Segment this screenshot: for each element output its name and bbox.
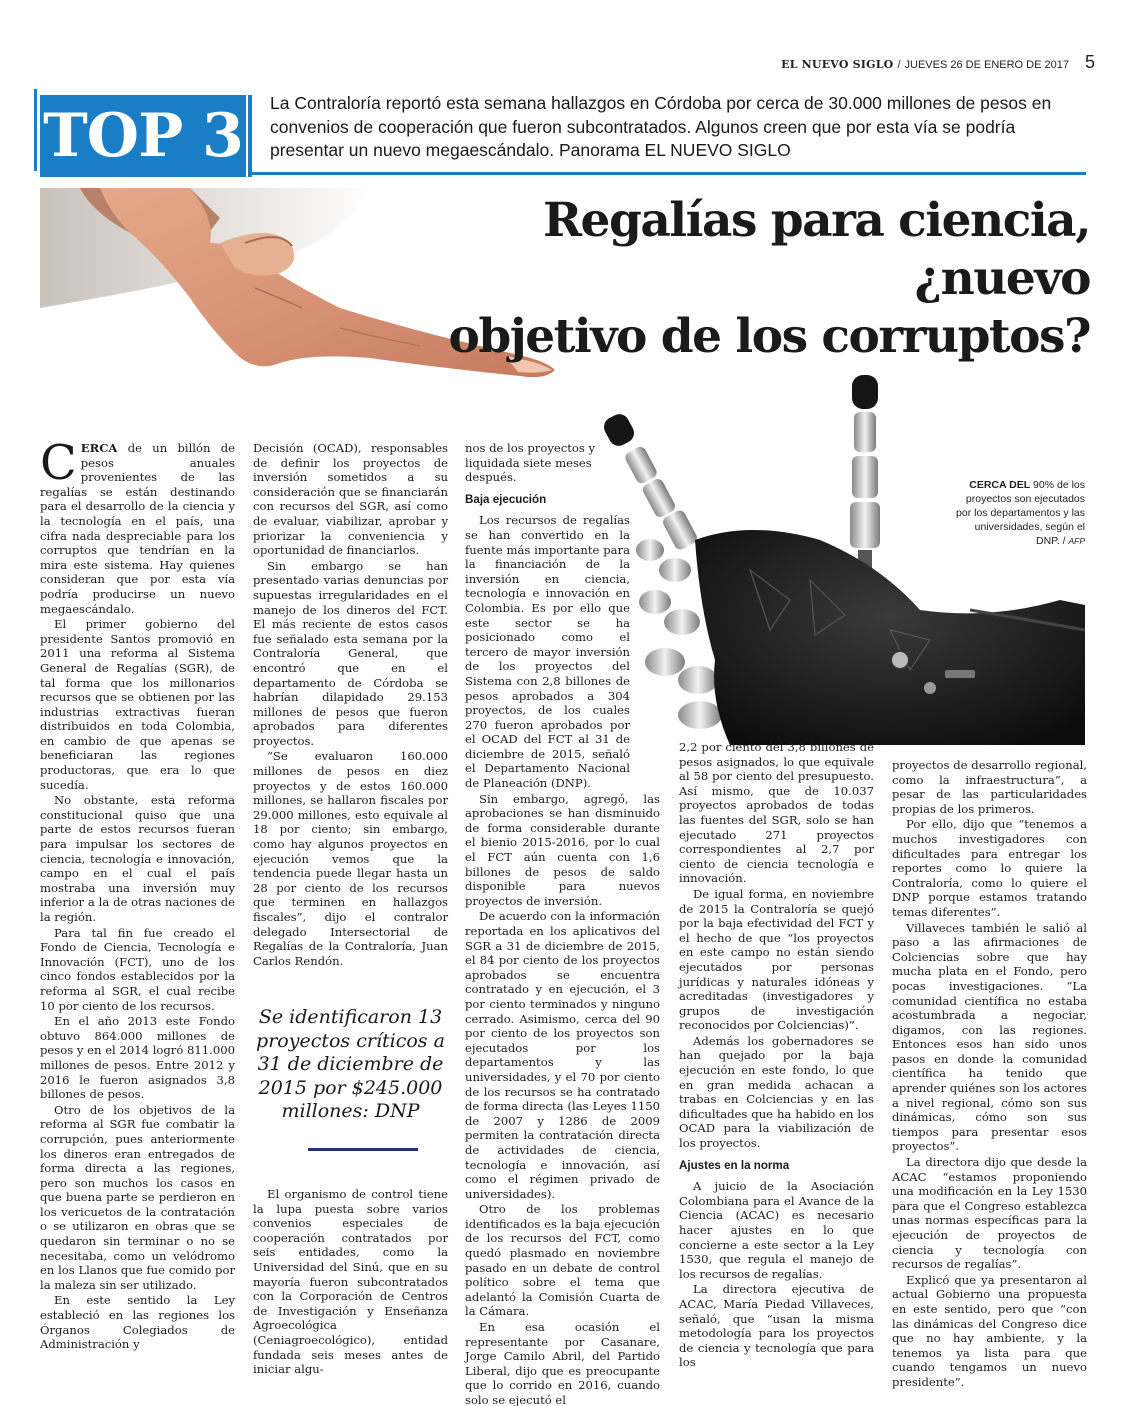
- article-paragraph: La directora dijo que desde la ACAC “estamos proponiendo una modificación en la Ley 1530 para que el Congreso establezca unas normas específicas para la ejecución de proyectos de ciencia y tecnología con recursos de regalías”.: [892, 1155, 1087, 1272]
- article-paragraph: A juicio de la Asociación Colombiana para el Avance de la Ciencia (ACAC) es necesario hacer ajustes en lo que concierne a este sector a la Ley 1530, que regula el manejo de los recursos de regalías.: [679, 1179, 874, 1281]
- masthead-paper-name: EL NUEVO SIGLO: [781, 58, 894, 71]
- article-paragraph: En esa ocasión el representante por Casanare, Jorge Camilo Abril, del Partido Liberal, dijo que es preocupante que lo corrido en 2016, cuando solo se ejecutó el: [465, 1320, 660, 1406]
- article-column-3: [465, 441, 660, 1406]
- article-paragraph: CERCA de un billón de pesos anuales provenientes de las regalías se están destinando para el desarrollo de la ciencia y la tecnología en el país, una cifra nada despreciable para los corruptos que tendrían en la mira este sistema. Hay quienes consideran que por esta vía podría producirse un nuevo megaescándalo.: [40, 435, 235, 616]
- robot-middle-finger: [850, 375, 880, 576]
- article-paragraph: Otro de los objetivos de la reforma al SGR fue combatir la corrupción, pues anteriormente los dineros eran entregados de forma directa a las regiones, pero son muchos los casos en que buena parte se perdieron en los vericuetos de la contratación o se utilizaron en obras que se quedaron sin terminar o no se necesitaba, como un velódromo en los Llanos que fue comido por la maleza sin ser utilizado.: [40, 1102, 235, 1292]
- article-paragraph: No obstante, esta reforma constitucional quiso que una parte de estos recursos fueran para impulsar los sectores de ciencia, tecnología e innovación, campo en el cual el país mostraba una inversión muy inferior a la de otras naciones de la región.: [40, 793, 235, 924]
- article-column-1: [40, 435, 235, 1353]
- article-column-5: [892, 758, 1087, 1391]
- article-paragraph: En este sentido la Ley estableció en las regiones los Órganos Colegiados de Administración y: [40, 1293, 235, 1352]
- masthead-separator: /: [897, 59, 901, 71]
- article-paragraph: Por ello, dijo que “tenemos a muchos investigadores con dificultades para entregar los reportes como lo quiere la Contraloría, como lo quiere el DNP porque estamos tratando temas diferentes”.: [892, 817, 1087, 919]
- drop-cap: C: [40, 435, 77, 491]
- article-paragraph: El organismo de control tiene la lupa puesta sobre varios convenios especiales de cooperación contratados por seis entidades, como la Universidad del Sinú, que en su mayoría fueron subcontratados con la Corporación de Centros de Investigación y Enseñanza Agroecológica (Ceniagroecológico), entidad fundada seis meses antes de iniciar algu-: [253, 1187, 448, 1377]
- photo-caption: [950, 478, 1085, 548]
- article-paragraph: Sin embargo, agregó, las aprobaciones se han disminuido de forma considerable durante el bienio 2015-2016, por lo cual el FCT aún cuenta con 1,6 billones de pesos de saldo disponible para nuevos proyectos de inversión.: [465, 791, 660, 908]
- article-paragraph: “Se evaluaron 160.000 millones de pesos en diez proyectos y de estos 160.000 millones, se hallaron fiscales por 29.000 millones, esto equivale al 18 por ciento; sin embargo, como hay algunos proyectos en ejecución vemos que la tendencia puede llegar hasta un 28 por ciento de los recursos que terminen en hallazgos fiscales”, dijo el contralor delegado Intersectorial de Regalías de la Contraloría, Juan Carlos Rendón.: [253, 749, 448, 968]
- intro-left-rule: [248, 95, 252, 177]
- subheading-baja-ejecucion: Baja ejecución: [465, 492, 547, 506]
- headline-line-2: objetivo de los corruptos?: [448, 309, 1090, 364]
- article-paragraph: De igual forma, en noviembre de 2015 la Contraloría se quejó por la baja efectividad del FCT y el hecho de que “los proyectos en este campo no están siendo ejecutados por personas jurídicas y naturales idóneas y acreditadas (investigadores y grupos de investigación reconocidos por Colciencias)”.: [679, 886, 874, 1033]
- article-paragraph: El primer gobierno del presidente Santos promovió en 2011 una reforma al Sistema General de Regalías (SGR), de tal forma que los millonarios recursos que se obtienen por las industrias extractivas fueran distribuidos en toda Colombia, en cambio de que apenas se beneficiaran las regiones productoras, que era lo que sucedía.: [40, 617, 235, 792]
- subheading-ajustes-norma: Ajustes en la norma: [679, 1158, 790, 1172]
- article-paragraph: Explicó que ya presentaron al actual Gobierno una propuesta en este sentido, pero que “con las dinámicas del Congreso dice que no hay ambiente, y la tenemos ya lista para que cuando tengamos un nuevo presidente”.: [892, 1272, 1087, 1389]
- masthead-date: JUEVES 26 DE ENERO DE 2017: [904, 59, 1069, 71]
- caption-text: 90% de los proyectos son ejecutados por los departamentos y las universidades, según el DNP. /: [956, 479, 1085, 547]
- article-paragraph: La directora ejecutiva de ACAC, María Piedad Villaveces, señaló, que “usan la misma metodología para los proyectos de ciencia y tecnología que para los: [679, 1282, 874, 1370]
- pull-quote: Se identificaron 13 proyectos críticos a 31 de diciembre de 2015 por $245.000 millones: DNP: [256, 1006, 445, 1122]
- intro-bottom-rule: [248, 172, 1086, 175]
- section-label-top3: TOP 3: [40, 95, 246, 177]
- article-column-4: [679, 740, 874, 1371]
- robot-hand-photo: [590, 370, 1085, 745]
- article-paragraph: Además los gobernadores se han quejado por la baja ejecución en este fondo, lo que en gran medida achacan a trabas en Colciencias y en las dificultades que ha habido en los OCAD para la viabilización de los proyectos.: [679, 1033, 874, 1151]
- article-paragraph: Villaveces también le salió al paso a las afirmaciones de Colciencias sobre que hay mucha plata en el Fondo, pero pocas investigaciones. “La comunidad científica no estaba acostumbrada a negociar, digamos, con las regiones. Entonces esos han sido unos pasos en donde la comunidad científica ha tenido que aprender quiénes son los actores a nivel regional, cómo son sus dinámicas, cómo son sus tiempos para presentar esos proyectos”.: [892, 920, 1087, 1154]
- article-paragraph: Otro de los problemas identificados es la baja ejecución de los recursos del FCT, como quedó plasmado en noviembre pasado en un debate de control político sobre el tema que adelantó la Comisión Cuarta de la Cámara.: [465, 1202, 660, 1319]
- page-number: 5: [1084, 52, 1095, 72]
- masthead: [760, 52, 1095, 74]
- caption-credit: AFP: [1068, 536, 1085, 546]
- lead-caps: ERCA: [80, 441, 118, 455]
- article-paragraph: Para tal fin fue creado el Fondo de Ciencia, Tecnología e Innovación (FCT), uno de los cinco fondos establecidos por la reforma al SGR, el cual recibe 10 por ciento de los recursos.: [40, 925, 235, 1013]
- article-paragraph: Decisión (OCAD), responsables de definir los proyectos de inversión sometidos a su consideración que se financiarán con recursos del SGR, así como de evaluar, viabilizar, aprobar y priorizar la conveniencia y oportunidad de financiarlos.: [253, 441, 448, 558]
- pull-quote-rule: [308, 1148, 418, 1151]
- article-column-2-continued: [253, 1187, 448, 1378]
- article-headline: [400, 192, 1090, 366]
- headline-line-1: Regalías para ciencia, ¿nuevo: [543, 193, 1090, 306]
- article-paragraph: Sin embargo se han presentado varias denuncias por supuestas irregularidades en el manejo de los dineros del FCT. El más reciente de estos casos fue señalado esta semana por la Contraloría General, que encontró que en el departamento de Córdoba se habrían dilapidado 29.153 millones de pesos que fueron aprobados para diferentes proyectos.: [253, 558, 448, 748]
- intro-standfirst: La Contraloría reportó esta semana hallazgos en Córdoba por cerca de 30.000 millones de pesos en convenios de cooperación que fueron subcontratados. Algunos creen que por esta vía se podría presentar un nuevo megaescándalo. Panorama EL NUEVO SIGLO: [270, 93, 1052, 160]
- article-paragraph: En el año 2013 este Fondo obtuvo 864.000 millones de pesos y en el 2014 logró 811.000 millones de pesos. Entre 2012 y 2016 le fueron asignados 3,8 billones de pesos.: [40, 1014, 235, 1102]
- caption-lead: CERCA DEL: [969, 479, 1031, 491]
- article-paragraph: proyectos de desarrollo regional, como la infraestructura”, a pesar de las particularidades propias de los primeros.: [892, 758, 1087, 816]
- article-paragraph: Los recursos de regalías se han convertido en la fuente más importante para la financiación de la inversión en ciencia, tecnología e innovación en Colombia. Es por ello que este sector se ha posicionado como el tercero de mayor inversión de los proyectos del Sistema con 2,8 billones de pesos aprobados a 304 proyectos, de los cuales 270 fueron aprobados por el OCAD del FCT al 31 de diciembre de 2015, señaló el Departamento Nacional de Planeación (DNP).: [465, 513, 630, 791]
- article-paragraph: 2,2 por ciento del 3,8 billones de pesos asignados, lo que equivale al 58 por ciento del presupuesto. Así mismo, que de 10.037 proyectos aprobados de todas las fuentes del SGR, solo se han ejecutado 271 proyectos correspondientes al 2,7 por ciento de ciencia tecnología e innovación.: [679, 740, 874, 886]
- article-paragraph: nos de los proyectos y liquidada siete meses después.: [465, 441, 596, 485]
- article-paragraph: De acuerdo con la información reportada en los aplicativos del SGR a 31 de diciembre de 2015, el 84 por ciento de los proyectos aprobados se encuentra contratado y en ejecución, el 3 por ciento terminados y ninguno cerrado. Asimismo, cerca del 90 por ciento de los proyectos son ejecutados por los departamentos y las universidades, y el 70 por ciento de los recursos se ha contratado de forma directa (las Leyes 1150 de 2007 y 1286 de 2009 permiten la contratación directa de actividades de ciencia, tecnología e innovación, así como el régimen privado de universidades).: [465, 909, 660, 1201]
- article-column-2: [253, 441, 448, 969]
